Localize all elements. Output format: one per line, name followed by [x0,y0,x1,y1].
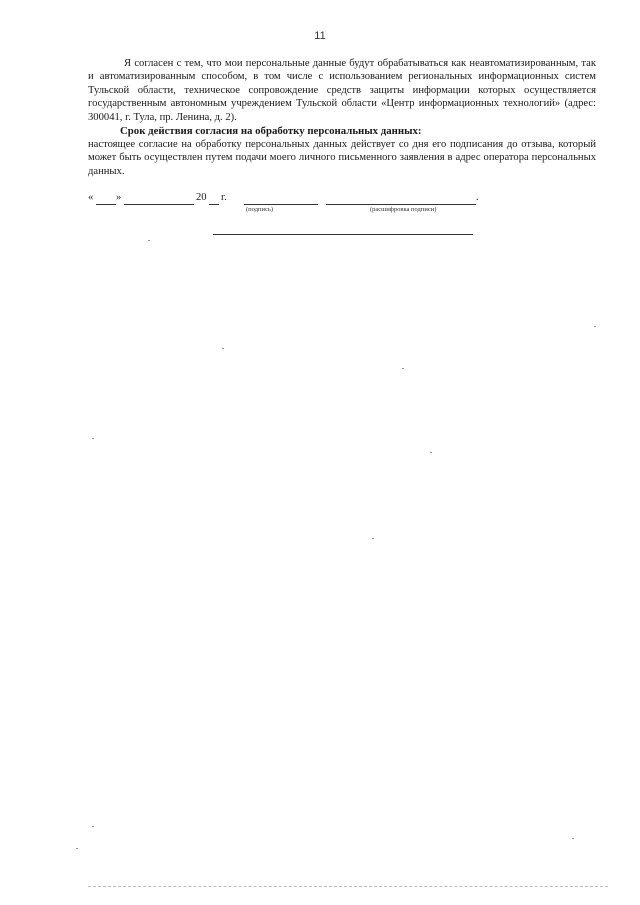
year-suffix: г. [221,192,227,203]
signature-caption: (подпись) [246,206,273,213]
page-number: 11 [314,30,326,42]
month-blank [124,204,194,205]
scan-speck [92,438,94,439]
decoding-caption: (расшифровка подписи) [370,206,437,213]
date-quote-close: » [116,192,122,203]
divider-line [213,234,473,235]
scan-bottom-edge [88,886,608,889]
year-blank [209,204,219,205]
scan-speck [372,538,374,539]
scan-speck [594,326,596,327]
scan-speck [430,452,432,453]
term-heading: Срок действия согласия на обработку персональных данных: [120,125,422,137]
scan-speck [92,826,94,827]
term-paragraph: настоящее согласие на обработку персональных данных действует со дня его подписания до отзыва, который может быть осуществлен путем подачи моего личного письменного заявления в адрес оператора персональных данных. [88,139,596,177]
year-prefix: 20 [196,192,207,203]
signature-blank [244,204,318,205]
consent-paragraph [88,57,596,124]
scan-speck [402,368,404,369]
day-blank [96,204,116,205]
date-quote-open: « [88,192,94,203]
signature-period: . [476,192,479,203]
scan-speck [148,240,150,241]
scan-speck [572,838,574,839]
scan-speck [222,348,224,349]
decoding-blank [326,204,476,205]
signature-row [88,192,508,218]
consent-text: Я согласен с тем, что мои персональные данные будут обрабатываться как неавтоматизированным, так и автоматизированным способом, в том числе с использованием региональных информационных систем Тульской области, техническое сопровождение средств защиты информации которых осуществляется государственным автономным учреждением Тульской области «Центр информационных технологий» (адрес: 300041, г. Тула, пр. Ленина, д. 2). [88,58,596,123]
scan-speck [76,848,78,849]
